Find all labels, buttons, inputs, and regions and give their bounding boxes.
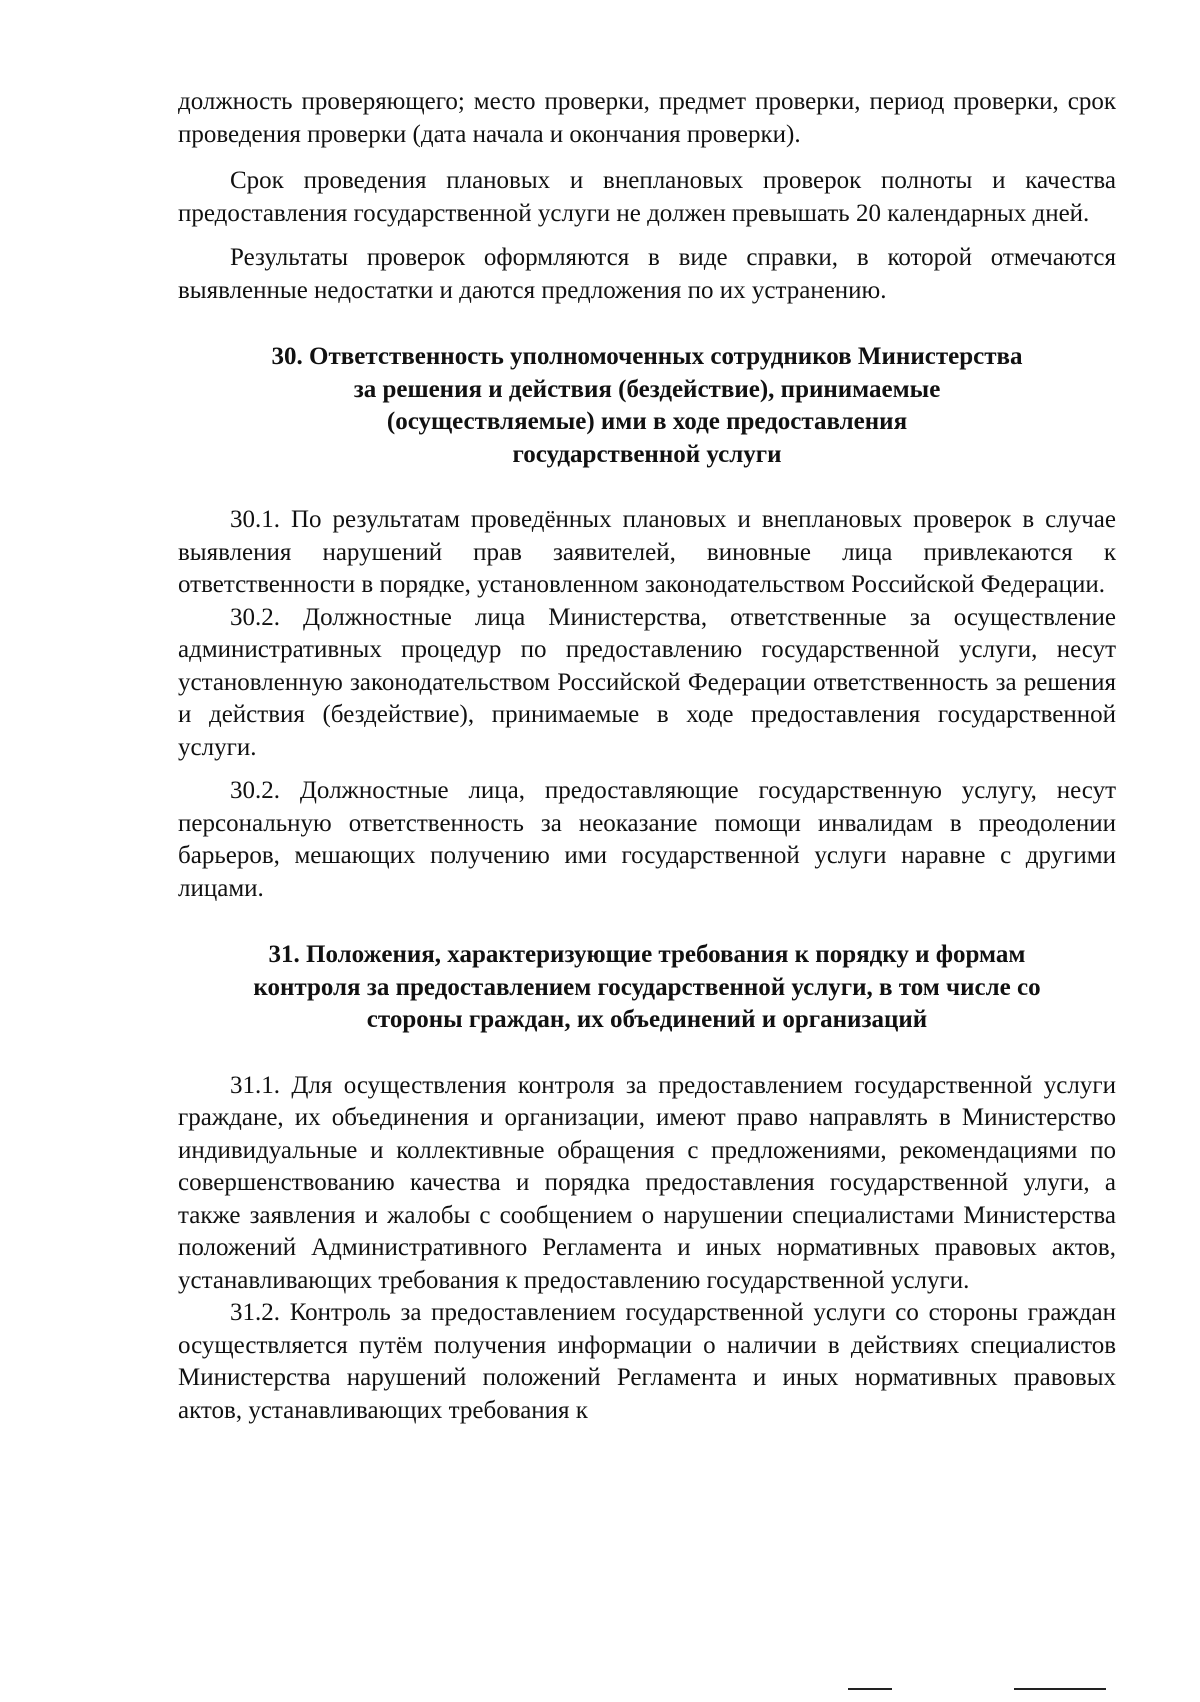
- paragraph-30-2-disability: 30.2. Должностные лица, предоставляющие государственную услугу, несут персональную ответственность за неоказание помощи инвалидам в преодолении барьеров, мешающих получению ими государственной услуги наравне с другими лицами.: [178, 777, 1116, 902]
- section-31-heading-line-3: стороны граждан, их объединений и организаций: [366, 1006, 928, 1033]
- paragraph-31-1: 31.1. Для осуществления контроля за предоставлением государственной услуги граждане, их объединения и организации, имеют право направлять в Министерство индивидуальные и коллективные обращения с предложениями, рекомендациями по совершенствованию качества и порядка предоставления государственной улуги, а также заявления и жалобы с сообщением о нарушении специалистами Министерства положений Административного Регламента и иных нормативных правовых актов, устанавливающих требования к предоставлению государственной услуги.: [178, 1071, 1116, 1294]
- section-31-heading-line-2: контроля за предоставлением государственной услуги, в том числе со: [253, 973, 1041, 1001]
- paragraph-inspection-period: Срок проведения плановых и внеплановых проверок полноты и качества предоставления государственной услуги не должен превышать 20 календарных дней.: [178, 167, 1116, 227]
- paragraph-inspection-details: должность проверяющего; место проверки, предмет проверки, период проверки, срок проведения проверки (дата начала и окончания проверки).: [178, 88, 1116, 148]
- section-30-heading-line-1: 30. Ответственность уполномоченных сотрудников Министерства: [271, 343, 1023, 370]
- footer-rule-right: [1014, 1688, 1106, 1690]
- paragraph-30-2-officials: 30.2. Должностные лица Министерства, ответственные за осуществление административных процедур по предоставлению государственной услуги, несут установленную законодательством Российской Федерации ответственность за решения и действия (бездействие), принимаемые в ходе предоставления государственной услуги.: [178, 603, 1116, 761]
- footer-rule-left: [848, 1688, 892, 1690]
- section-31-heading-line-1: 31. Положения, характеризующие требования к порядку и формам: [268, 941, 1026, 968]
- section-30-heading-line-3: (осуществляемые) ими в ходе предоставления: [386, 408, 908, 435]
- paragraph-30-1: 30.1. По результатам проведённых плановых и внеплановых проверок в случае выявления нарушений прав заявителей, виновные лица привлекаются к ответственности в порядке, установленном законодательством Российской Федерации.: [178, 506, 1116, 598]
- section-30-heading-line-4: государственной услуги: [512, 440, 782, 468]
- paragraph-31-2: 31.2. Контроль за предоставлением государственной услуги со стороны граждан осуществляется путём получения информации о наличии в действиях специалистов Министерства нарушений положений Регламента и иных нормативных правовых актов, устанавливающих требования к: [178, 1299, 1116, 1424]
- document-body: [178, 86, 1116, 1427]
- section-30-heading-line-2: за решения и действия (бездействие), принимаемые: [353, 375, 941, 403]
- section-31-heading: [178, 939, 1116, 1037]
- paragraph-inspection-results: Результаты проверок оформляются в виде справки, в которой отмечаются выявленные недостатки и даются предложения по их устранению.: [178, 244, 1116, 304]
- section-30-heading: [178, 341, 1116, 471]
